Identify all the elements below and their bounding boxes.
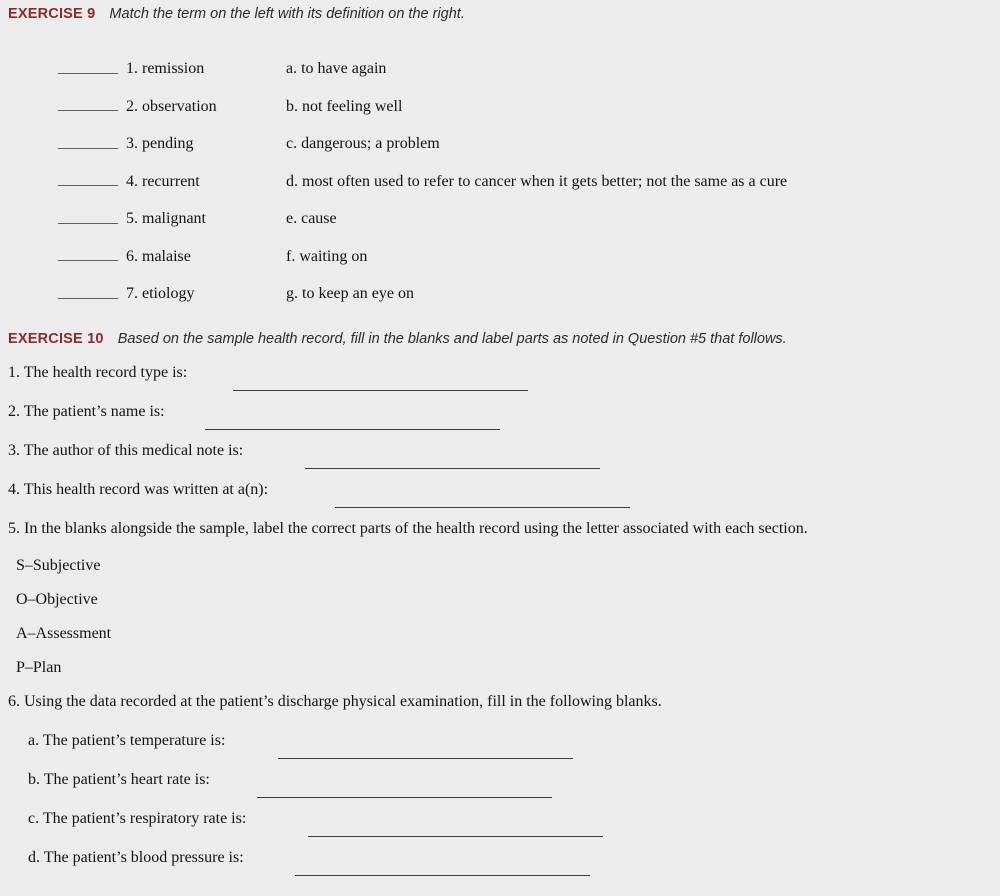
match-term: 4. recurrent xyxy=(126,172,200,190)
exercise10-label: EXERCISE 10 xyxy=(8,331,104,347)
soap-key-subjective: S–Subjective xyxy=(16,557,101,574)
match-term: 6. malaise xyxy=(126,247,191,265)
match-row xyxy=(58,58,992,79)
question-2 xyxy=(8,401,992,430)
match-definition: e. cause xyxy=(286,210,337,227)
match-answer-blank-7[interactable] xyxy=(58,289,118,299)
match-definition: f. waiting on xyxy=(286,247,368,265)
question-text: 3. The author of this medical note is: xyxy=(8,442,244,459)
sub-question-text: d. The patient’s blood pressure is: xyxy=(28,849,244,866)
answer-blank-6d[interactable] xyxy=(295,875,590,876)
match-row xyxy=(58,171,992,192)
answer-blank-q4[interactable] xyxy=(335,507,630,508)
match-definition: b. not feeling well xyxy=(286,97,403,115)
match-term: 3. pending xyxy=(126,135,194,152)
question-1 xyxy=(8,362,992,391)
exercise9-instructions: Match the term on the left with its definition on the right. xyxy=(109,6,465,22)
match-row xyxy=(58,246,992,267)
answer-blank-q3[interactable] xyxy=(305,468,600,469)
match-answer-blank-2[interactable] xyxy=(58,101,118,111)
soap-key xyxy=(16,555,992,678)
answer-blank-q2[interactable] xyxy=(205,429,500,430)
sub-question-text: a. The patient’s temperature is: xyxy=(28,732,226,749)
exercise10-header xyxy=(8,330,992,348)
sub-question-list xyxy=(28,730,992,876)
sub-question-b xyxy=(28,769,992,798)
question-5-text: 5. In the blanks alongside the sample, label the correct parts of the health record using the letter associated with each section. xyxy=(8,520,808,537)
question-text: 4. This health record was written at a(n): xyxy=(8,481,269,498)
match-definition: a. to have again xyxy=(286,60,387,77)
soap-key-plan: P–Plan xyxy=(16,659,62,676)
answer-blank-6c[interactable] xyxy=(308,836,603,837)
match-term: 1. remission xyxy=(126,60,205,77)
match-row xyxy=(58,208,992,229)
match-definition: g. to keep an eye on xyxy=(286,285,414,302)
match-answer-blank-3[interactable] xyxy=(58,139,118,149)
sub-question-d xyxy=(28,847,992,876)
exercise9-label: EXERCISE 9 xyxy=(8,6,96,22)
sub-question-c xyxy=(28,808,992,837)
match-term: 7. etiology xyxy=(126,285,195,302)
match-definition: d. most often used to refer to cancer when it gets better; not the same as a cure xyxy=(286,172,788,190)
match-definition: c. dangerous; a problem xyxy=(286,135,440,152)
match-row xyxy=(58,133,992,154)
soap-key-objective: O–Objective xyxy=(16,591,98,608)
question-list xyxy=(8,362,992,876)
question-3 xyxy=(8,440,992,469)
question-4 xyxy=(8,479,992,508)
question-text: 2. The patient’s name is: xyxy=(8,403,165,420)
match-answer-blank-5[interactable] xyxy=(58,214,118,224)
sub-question-text: c. The patient’s respiratory rate is: xyxy=(28,810,247,827)
soap-key-assessment: A–Assessment xyxy=(16,625,112,642)
answer-blank-q1[interactable] xyxy=(233,390,528,391)
exercise10-instructions: Based on the sample health record, fill in the blanks and label parts as noted in Question #5 that follows. xyxy=(117,331,787,347)
question-6-text: 6. Using the data recorded at the patient’s discharge physical examination, fill in the following blanks. xyxy=(8,693,662,710)
answer-blank-6a[interactable] xyxy=(278,758,573,759)
match-answer-blank-1[interactable] xyxy=(58,64,118,74)
match-answer-blank-4[interactable] xyxy=(58,176,118,186)
question-text: 1. The health record type is: xyxy=(8,364,188,381)
answer-blank-6b[interactable] xyxy=(257,797,552,798)
exercise9-header xyxy=(8,5,992,23)
matching-list xyxy=(58,58,992,304)
match-term: 5. malignant xyxy=(126,210,206,227)
sub-question-a xyxy=(28,730,992,759)
match-term: 2. observation xyxy=(126,97,217,115)
match-answer-blank-6[interactable] xyxy=(58,251,118,261)
sub-question-text: b. The patient’s heart rate is: xyxy=(28,771,210,788)
match-row xyxy=(58,96,992,117)
match-row xyxy=(58,283,992,304)
